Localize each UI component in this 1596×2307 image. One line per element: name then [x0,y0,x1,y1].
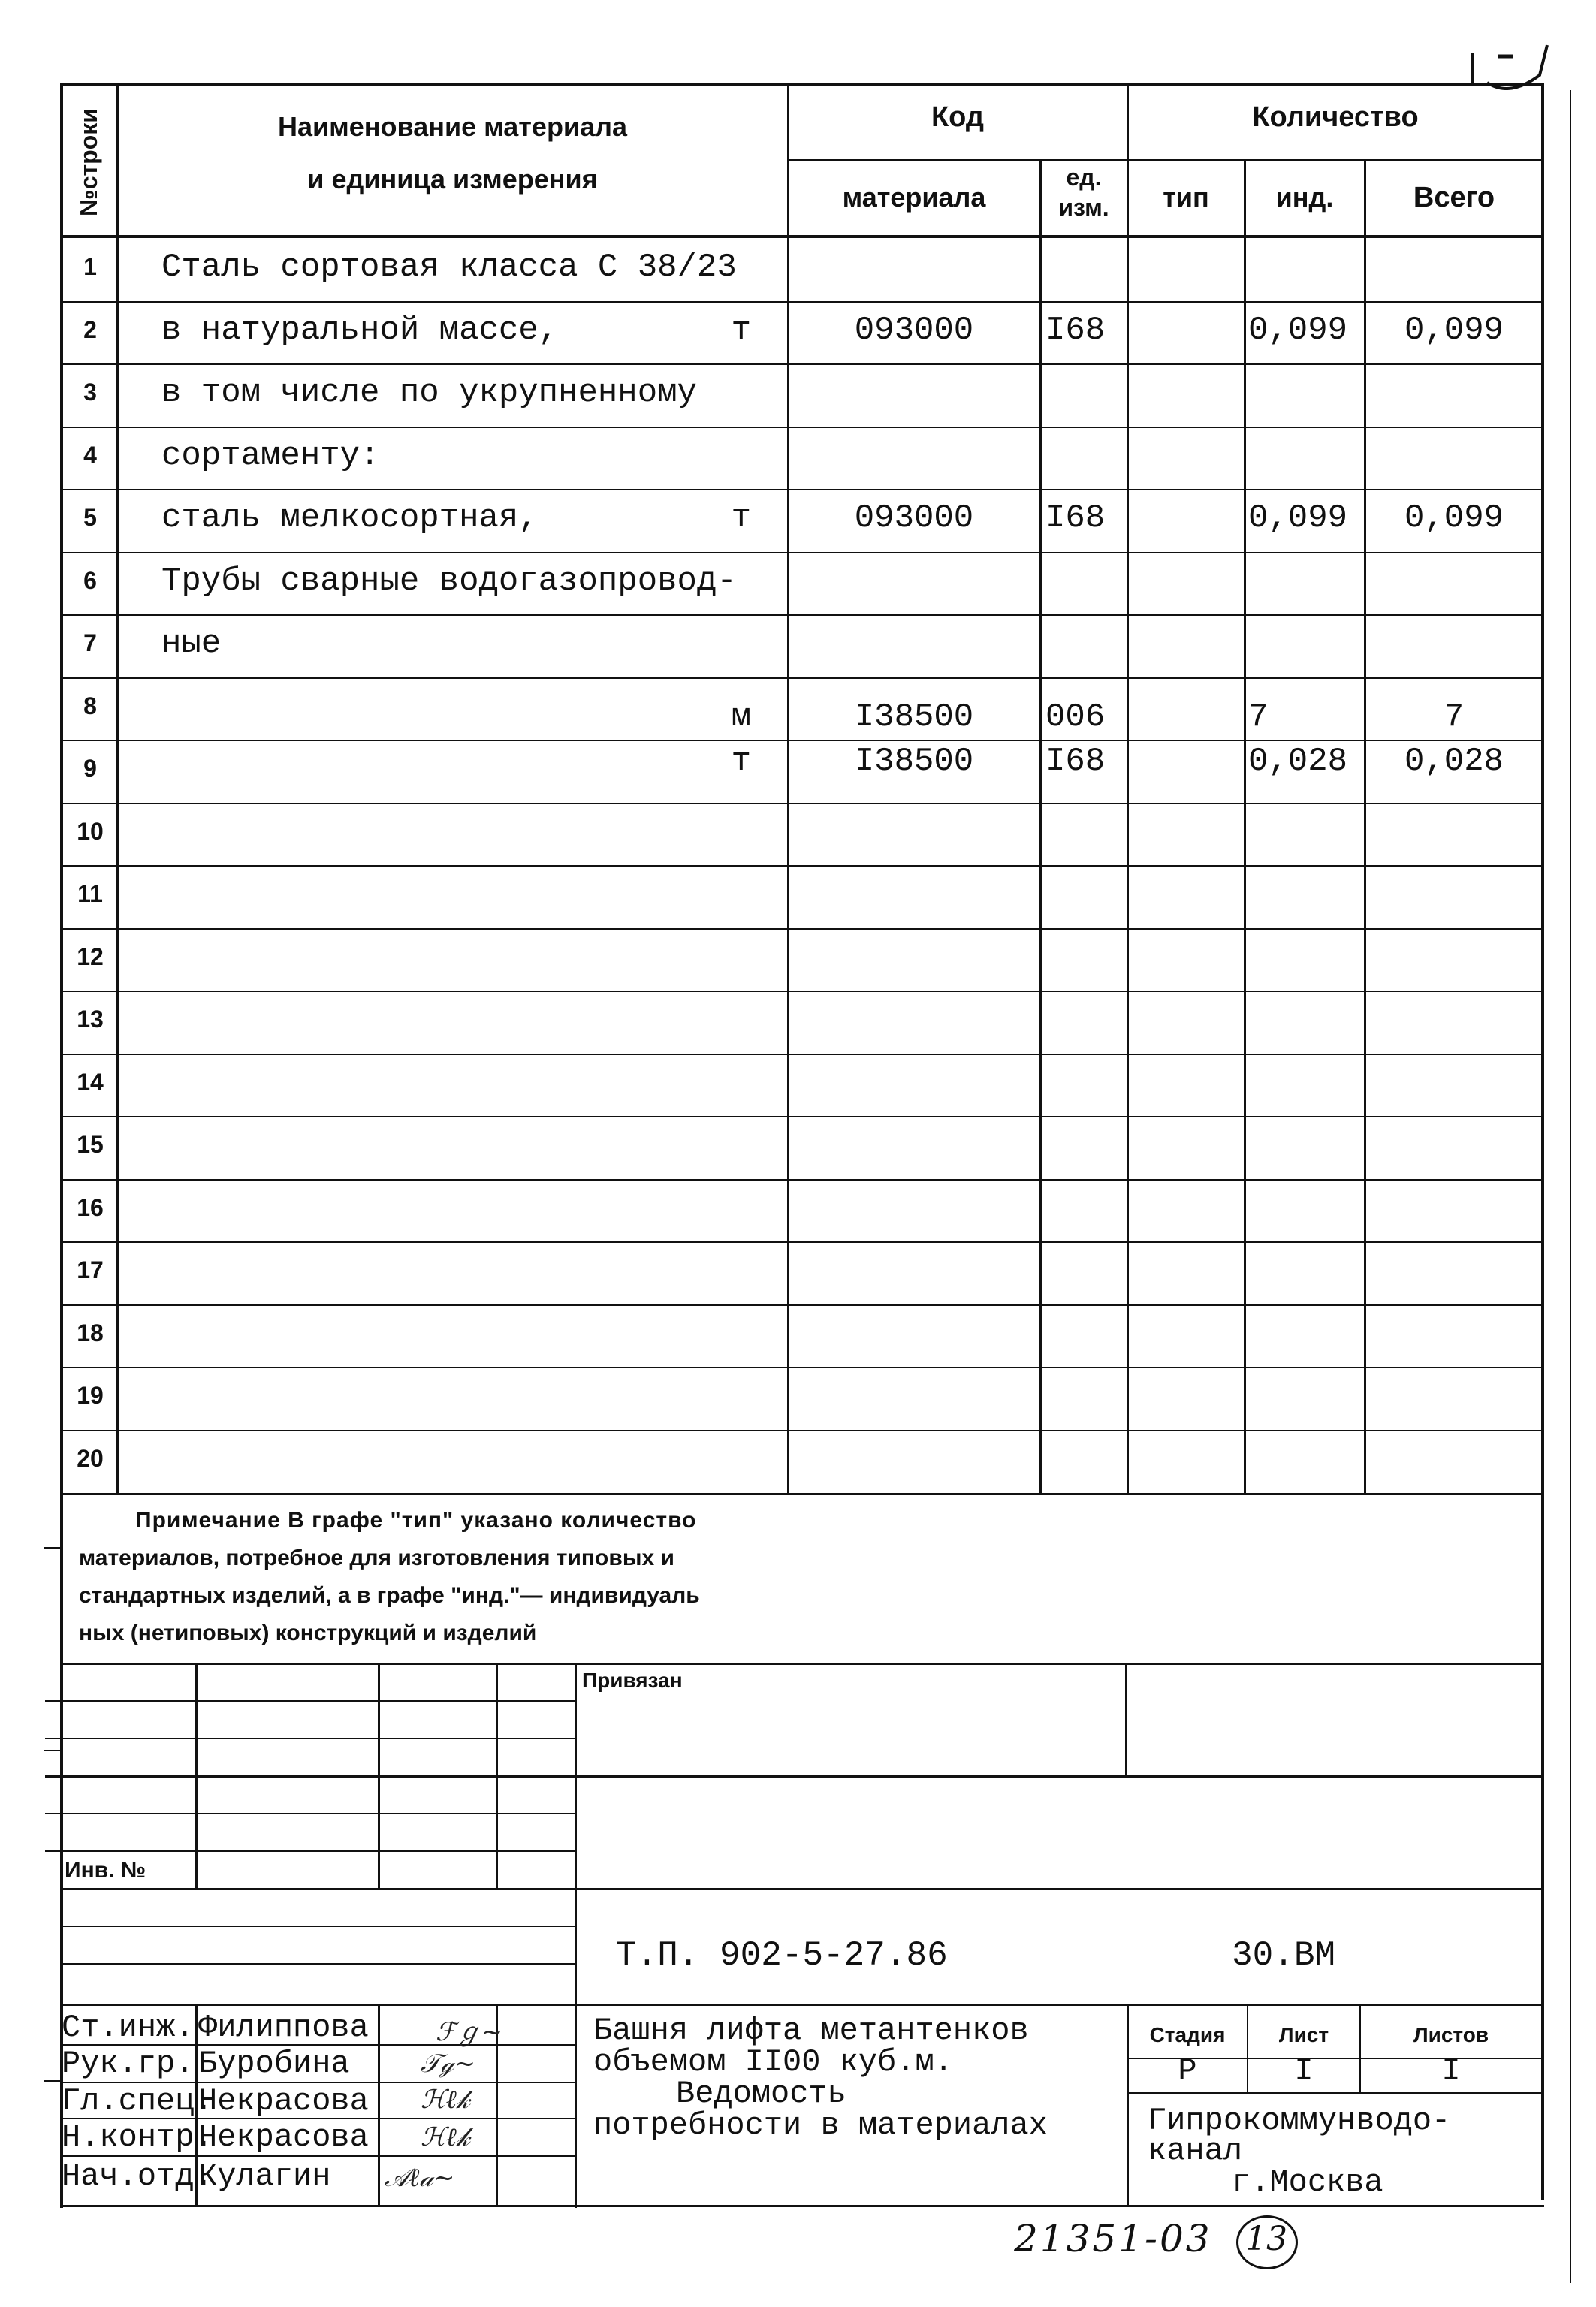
sheet-label: Лист [1278,2023,1329,2046]
unit-code: I68 [1045,499,1106,537]
row-divider [60,614,1544,616]
organization-line-1: Гипрокоммунводо- [1148,2103,1451,2139]
document-mark: 30.ВМ [1232,1936,1336,1975]
row-divider [60,865,1544,867]
ind-value: 0,028 [1248,743,1348,780]
unit-symbol: т [731,312,751,349]
unit-code: I68 [1045,312,1106,349]
title-line-1: Башня лифта метантенков [593,2013,1029,2049]
note-line-1: Примечание В графе "тип" указано количество [135,1508,697,1533]
title-line-4: потребности в материалах [593,2107,1048,2143]
signer-role: Ст.инж. [62,2010,195,2046]
organization-line-2: канал [1148,2133,1243,2169]
signer-role: Гл.спец. [62,2083,213,2119]
signature-1: ℱℊ~ [436,2017,503,2047]
material-name: Трубы сварные водогазопровод- [161,562,737,600]
row-divider [60,1054,1544,1055]
row-number: 5 [83,504,97,531]
material-name: сортаменту: [161,437,380,475]
row-number: 7 [83,629,97,656]
row-divider [60,740,1544,741]
row-number: 9 [83,755,97,782]
unit-code-header-2: изм. [1058,194,1109,221]
row-divider [60,991,1544,992]
row-number: 20 [77,1445,104,1472]
page-number: 13 [1245,2220,1287,2258]
row-divider [60,427,1544,428]
row-number: 8 [83,692,97,719]
inventory-number-label: Инв. № [65,1858,146,1883]
row-number: 18 [77,1319,104,1347]
quantity-header: Количество [1252,101,1419,133]
row-number: 11 [77,880,103,907]
material-name: в том числе по укрупненному [161,374,697,412]
note-line-2: материалов, потребное для изготовления типовых и [79,1546,674,1570]
sheets-value: I [1441,2053,1461,2089]
row-number: 17 [77,1256,104,1283]
unit-symbol: т [731,743,751,780]
row-number: 12 [77,943,104,970]
row-divider [60,1304,1544,1306]
row-number: 15 [77,1131,104,1158]
signature-2: 𝒯ℊ~ [421,2049,476,2079]
total-value: 0,099 [1404,312,1504,349]
row-number: 6 [83,567,97,594]
organization-line-3: г.Москва [1232,2164,1383,2200]
row-divider [60,803,1544,804]
corner-scribble [1457,38,1562,90]
archive-number: 21351-03 [1014,2217,1212,2260]
total-value: 7 [1444,698,1465,736]
row-divider [60,1430,1544,1431]
row-divider [60,552,1544,553]
unit-symbol: м [731,698,751,736]
sheet-value: I [1294,2053,1314,2089]
row-number: 4 [83,442,97,469]
tip-header: тип [1163,182,1209,213]
material-code: I38500 [854,743,974,780]
row-number: 19 [77,1382,104,1409]
signer-name: Кулагин [198,2158,331,2194]
row-number-header: №строки [75,108,102,216]
row-number: 13 [77,1006,104,1033]
row-number: 10 [77,818,104,845]
row-divider [60,1241,1544,1243]
signer-name: Некрасова [198,2119,369,2155]
note-line-3: стандартных изделий, а в графе "инд."— индивидуаль [79,1583,700,1608]
unit-code-header-1: ед. [1066,164,1102,191]
document-code: Т.П. 902-5-27.86 [616,1936,948,1975]
signer-role: Н.контр. [62,2119,213,2155]
signature-5: 𝒜ℓ𝒶~ [385,2163,455,2193]
signature-4: ℋℓ𝓀 [421,2122,470,2152]
stage-label: Стадия [1149,2023,1226,2046]
row-divider [60,677,1544,679]
material-name: сталь мелкосортная, [161,499,539,537]
total-value: 0,028 [1404,743,1504,780]
row-number: 2 [83,316,97,343]
signature-3: ℋℓ𝓀 [421,2085,470,2115]
ind-value: 7 [1248,698,1269,736]
row-number: 16 [77,1194,104,1221]
signer-name: Некрасова [198,2083,369,2119]
ind-value: 0,099 [1248,499,1348,537]
unit-code: I68 [1045,743,1106,780]
note-line-4: ных (нетиповых) конструкций и изделий [79,1621,537,1645]
unit-code: 006 [1045,698,1106,736]
code-header: Код [931,101,985,133]
signer-name: Филиппова [198,2010,369,2046]
name-header-line2: и единица измерения [307,164,598,195]
row-divider [60,489,1544,490]
row-number: 1 [83,253,97,280]
privyazan-label: Привязан [582,1669,683,1692]
title-line-3: Ведомость [676,2076,846,2112]
row-divider [60,928,1544,930]
material-name: в натуральной массе, [161,312,559,349]
material-code: 093000 [854,312,974,349]
total-value: 0,099 [1404,499,1504,537]
material-code-header: материала [842,182,986,213]
signer-role: Рук.гр. [62,2046,195,2082]
title-line-2: объемом II00 куб.м. [593,2044,953,2080]
total-header: Всего [1413,182,1495,213]
stage-value: Р [1178,2053,1197,2089]
material-name: Сталь сортовая класса С 38/23 [161,249,737,286]
sheets-label: Листов [1413,2023,1489,2046]
row-divider [60,1179,1544,1181]
row-number: 14 [77,1069,104,1096]
material-name: ные [161,625,222,662]
row-divider [60,1367,1544,1368]
name-header-line1: Наименование материала [278,111,627,142]
row-divider [60,363,1544,365]
ind-header: инд. [1275,182,1334,213]
row-divider [60,1116,1544,1117]
row-number: 3 [83,378,97,406]
material-code: 093000 [854,499,974,537]
ind-value: 0,099 [1248,312,1348,349]
row-divider [60,301,1544,303]
unit-symbol: т [731,499,751,537]
material-code: I38500 [854,698,974,736]
signer-role: Нач.отд. [62,2158,213,2194]
signer-name: Буробина [198,2046,350,2082]
